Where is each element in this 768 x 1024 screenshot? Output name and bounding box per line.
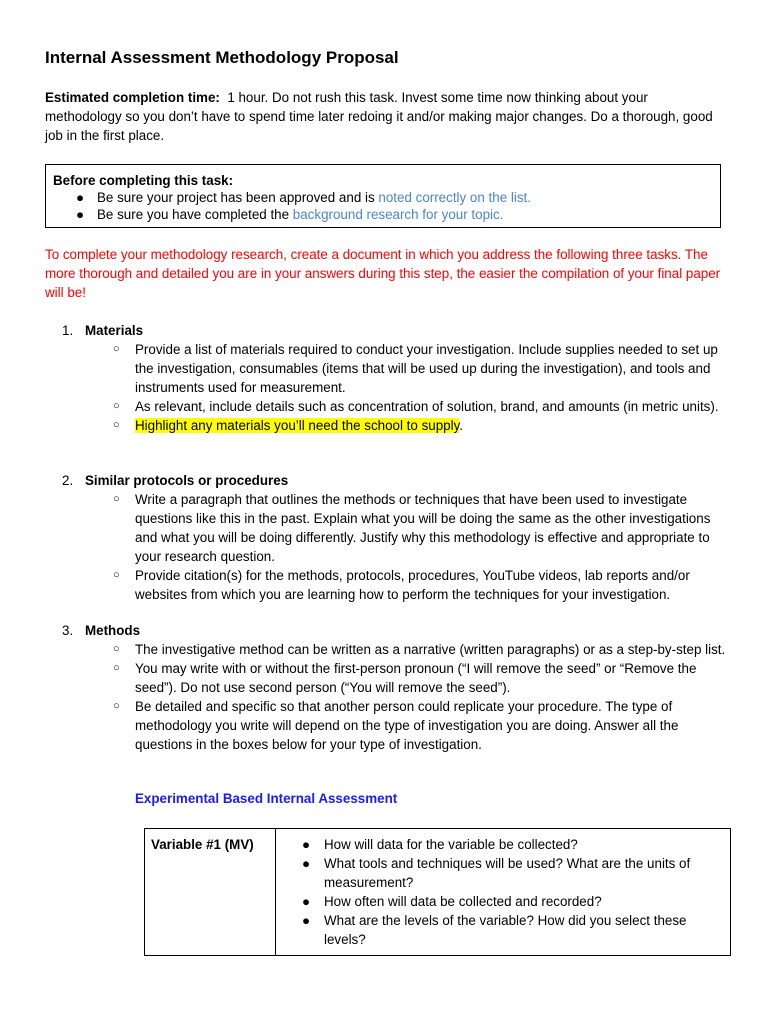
materials-list (45, 340, 735, 435)
experimental-ia-heading: Experimental Based Internal Assessment (135, 791, 398, 806)
bullet-icon: ● (302, 913, 311, 928)
variable-table (144, 828, 731, 956)
bullet-icon: ● (302, 837, 311, 852)
estimate-paragraph (45, 88, 725, 145)
list-item (45, 490, 735, 566)
before-task-text: Be sure your project has been approved and is (97, 190, 379, 205)
circle-bullet-icon: ○ (113, 400, 120, 412)
question-text: What tools and techniques will be used? What are the units of measurement? (324, 856, 691, 890)
list-item-text: The investigative method can be written as a narrative (written paragraphs) or as a step-by-step list. (135, 642, 726, 657)
before-task-item (53, 189, 720, 206)
question-item (276, 892, 704, 911)
table-row (145, 829, 731, 956)
list-item (45, 640, 735, 659)
approved-list-link[interactable]: noted correctly on the list. (378, 190, 531, 205)
before-task-text: Be sure you have completed the (97, 207, 293, 222)
methods-list (45, 640, 735, 754)
estimate-text: 1 hour. Do not rush this task. Invest some time now thinking about your methodology so you don’t have to spend time later redoing it and/or making major changes. Do a thorough, good job in the first place. (45, 90, 713, 143)
estimate-label: Estimated completion time: (45, 90, 220, 105)
bullet-icon: ● (76, 190, 85, 205)
before-task-item (53, 206, 720, 223)
circle-bullet-icon: ○ (113, 700, 120, 712)
background-research-link[interactable]: background research for your topic. (292, 207, 504, 222)
list-item-text: Write a paragraph that outlines the methods or techniques that have been used to investigate questions like this in the past. Explain what you will be doing the same as the other investigations and what you will be doing differently. Justify why this methodology is effective and appropriate to your research question. (135, 492, 711, 564)
list-item-text: Be detailed and specific so that another person could replicate your procedure. The type of methodology you write will depend on the type of investigation you are doing. Answer all the questions in the boxes below for your type of investigation. (135, 699, 679, 752)
question-text: How will data for the variable be collected? (324, 837, 578, 852)
before-task-heading: Before completing this task: (53, 173, 234, 188)
question-text: How often will data be collected and recorded? (324, 894, 602, 909)
protocols-list (45, 490, 735, 604)
list-item (45, 397, 735, 416)
list-item-text: Provide a list of materials required to conduct your investigation. Include supplies needed to set up the investigation, consumables (items that will be used up during the investigation), and tools and instruments used for measurement. (135, 342, 718, 395)
question-item (276, 835, 704, 854)
highlighted-text: Highlight any materials you’ll need the school to supply (135, 418, 460, 433)
before-task-box (45, 164, 721, 228)
bullet-icon: ● (76, 207, 85, 222)
bullet-icon: ● (302, 856, 311, 871)
instructions-red: To complete your methodology research, create a document in which you address the following three tasks. The more thorough and detailed you are in your answers during this step, the easier the compilation of your final paper will be! (45, 247, 721, 300)
section-title: Similar protocols or procedures (85, 473, 289, 488)
list-item-suffix: . (459, 418, 464, 433)
section-title: Methods (85, 623, 141, 638)
circle-bullet-icon: ○ (113, 419, 120, 431)
section-number: 3. (62, 623, 74, 638)
question-item (276, 854, 704, 892)
list-item-text: You may write with or without the first-person pronoun (“I will remove the seed” or “Remove the seed”). Do not use second person (“You will remove the seed”). (135, 661, 697, 695)
list-item-text: Provide citation(s) for the methods, protocols, procedures, YouTube videos, lab reports and/or websites from which you are learning how to perform the techniques for your investigation. (135, 568, 690, 602)
list-item (45, 566, 735, 604)
section-number: 1. (62, 323, 74, 338)
bullet-icon: ● (302, 894, 311, 909)
circle-bullet-icon: ○ (113, 569, 120, 581)
circle-bullet-icon: ○ (113, 493, 120, 505)
circle-bullet-icon: ○ (113, 643, 120, 655)
variable-questions (276, 829, 731, 956)
circle-bullet-icon: ○ (113, 343, 120, 355)
list-item (45, 416, 735, 435)
list-item-text: As relevant, include details such as concentration of solution, brand, and amounts (in metric units). (135, 399, 719, 414)
page-title: Internal Assessment Methodology Proposal (45, 48, 399, 67)
question-text: What are the levels of the variable? How did you select these levels? (324, 913, 687, 947)
circle-bullet-icon: ○ (113, 662, 120, 674)
section-title: Materials (85, 323, 144, 338)
section-number: 2. (62, 473, 74, 488)
variable-label: Variable #1 (MV) (145, 829, 276, 956)
question-item (276, 911, 704, 949)
list-item (45, 340, 735, 397)
list-item (45, 697, 735, 754)
list-item (45, 659, 735, 697)
